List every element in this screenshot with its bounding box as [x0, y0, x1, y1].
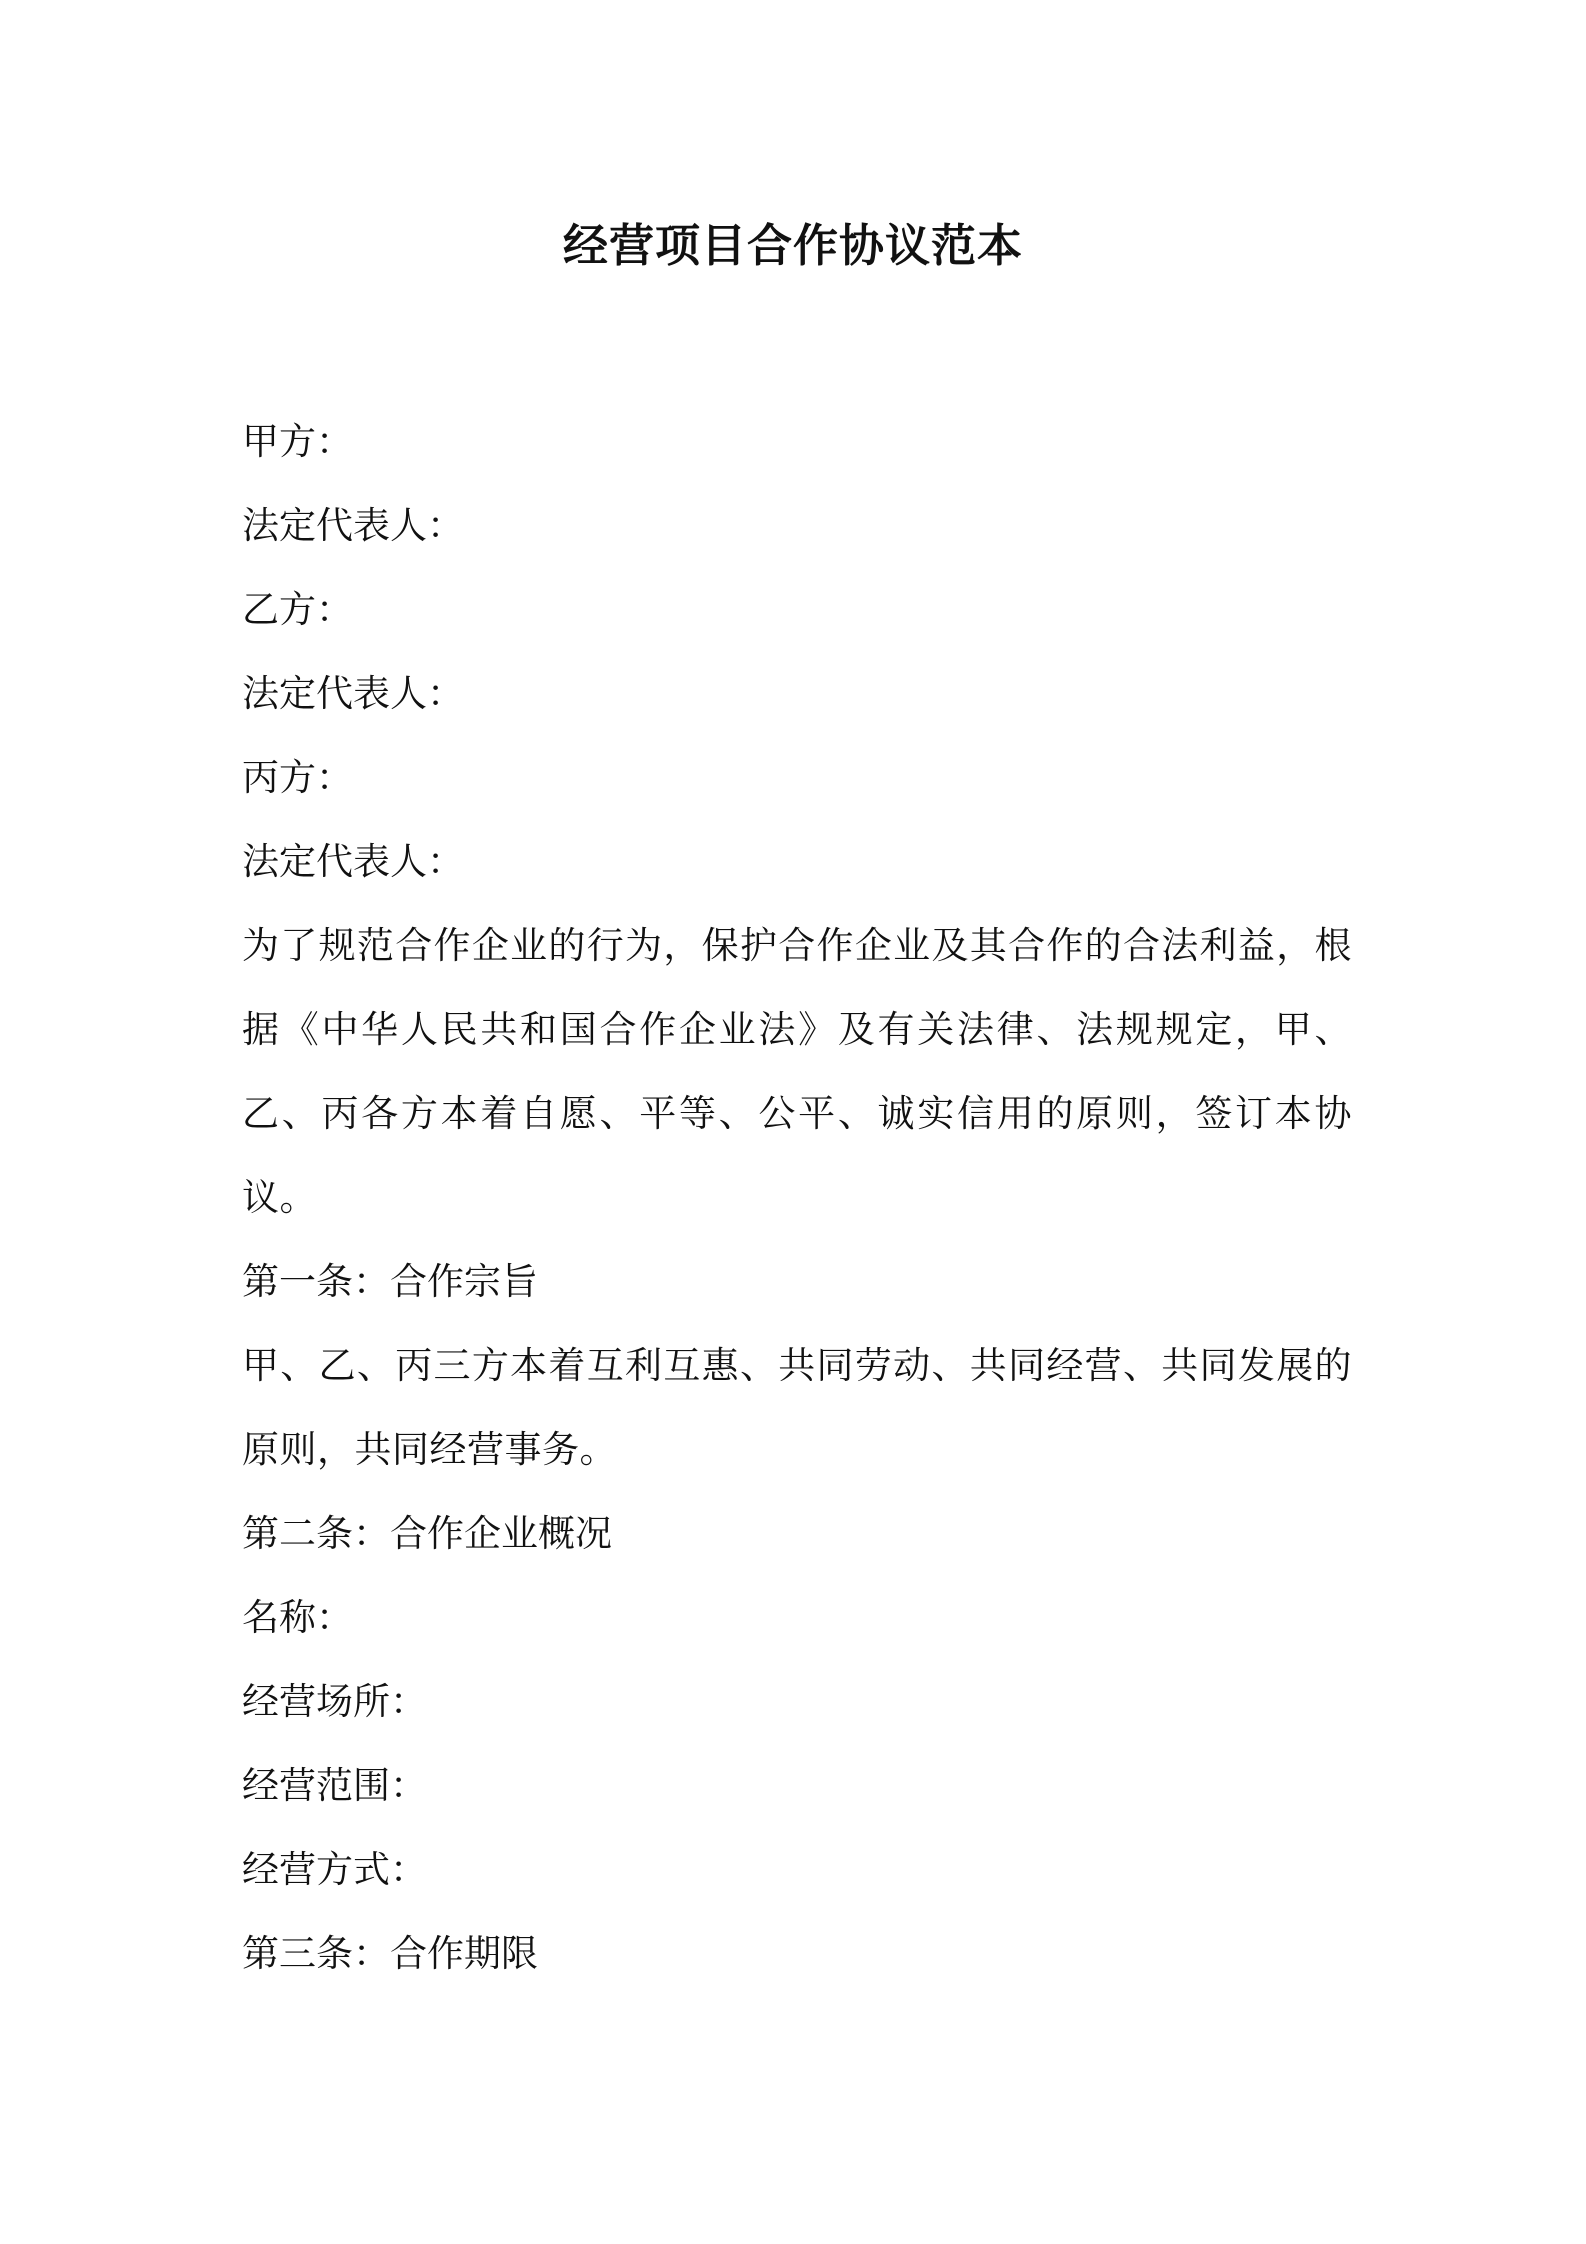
article-3-heading: 第三条：合作期限: [242, 1932, 538, 1975]
party-a-representative-label: 法定代表人：: [242, 504, 464, 547]
business-mode-label: 经营方式：: [242, 1848, 427, 1891]
business-scope-label: 经营范围：: [242, 1764, 427, 1807]
document-body: [242, 400, 1352, 1996]
party-a-label: 甲方：: [242, 420, 353, 463]
article-2-heading: 第二条：合作企业概况: [242, 1512, 612, 1555]
article-1-heading: 第一条：合作宗旨: [242, 1260, 538, 1303]
party-b-label: 乙方：: [242, 588, 353, 631]
business-premises-label: 经营场所：: [242, 1680, 427, 1723]
document-title: 经营项目合作协议范本: [562, 219, 1023, 272]
article-1-body: 甲、乙、丙三方本着互利互惠、共同劳动、共同经营、共同发展的原则，共同经营事务。: [242, 1344, 1352, 1471]
party-c-representative-label: 法定代表人：: [242, 840, 464, 883]
preamble-paragraph: 为了规范合作企业的行为，保护合作企业及其合作的合法利益，根据《中华人民共和国合作企业法》及有关法律、法规规定，甲、乙、丙各方本着自愿、平等、公平、诚实信用的原则，签订本协议。: [242, 924, 1352, 1219]
party-c-label: 丙方：: [242, 756, 353, 799]
company-name-label: 名称：: [242, 1596, 353, 1639]
party-b-representative-label: 法定代表人：: [242, 672, 464, 715]
